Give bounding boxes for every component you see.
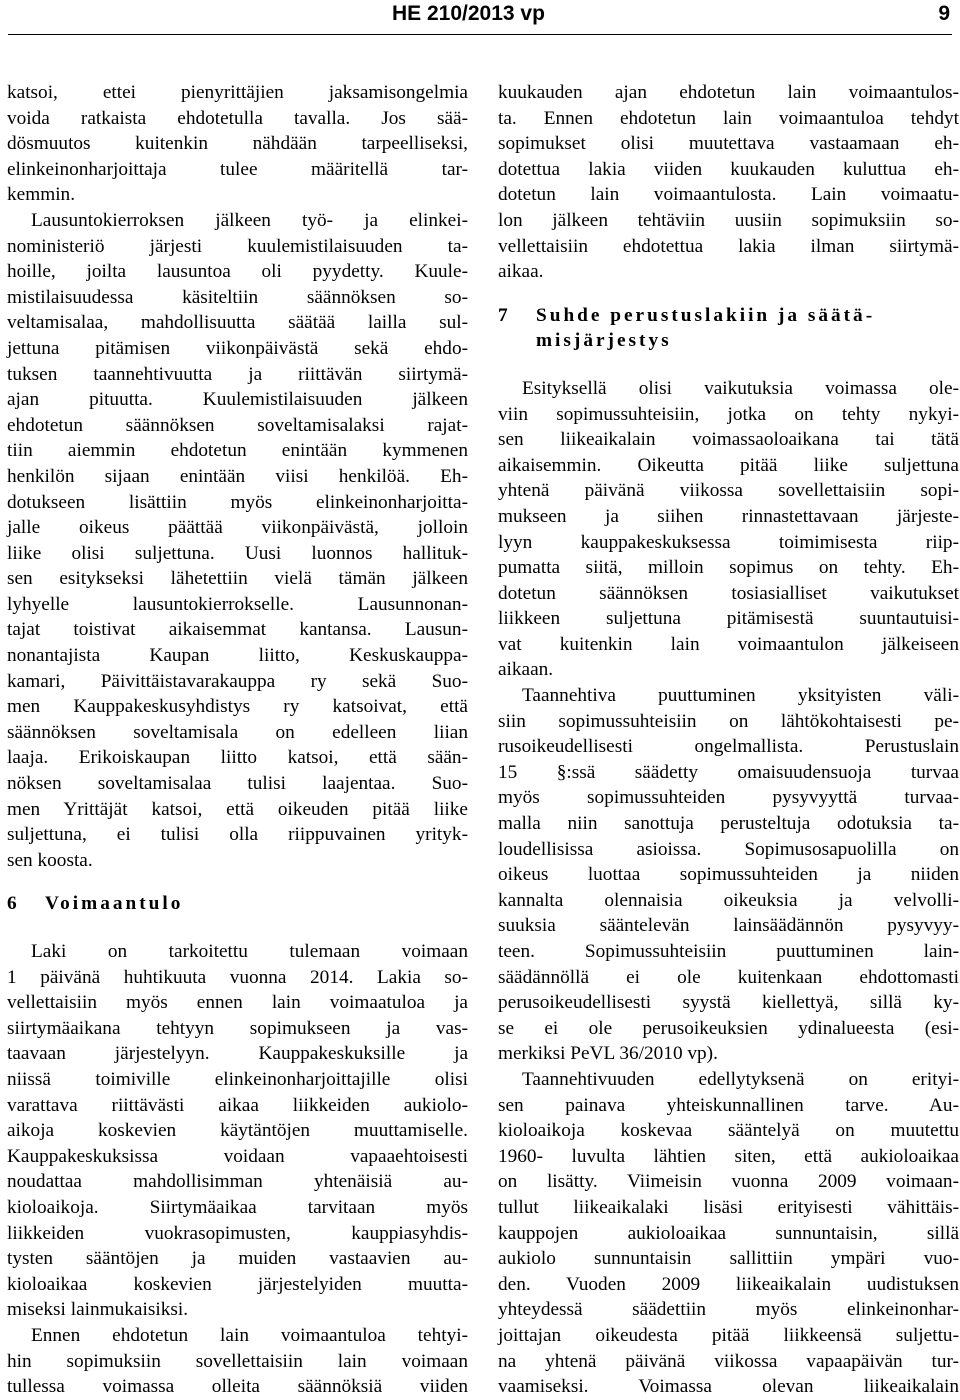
text-line: vaamiseksi. Voimassa olevan liikeaikalain	[498, 1376, 959, 1398]
text-line: nöksen soveltamisalaa tulisi laajentaa. Suo-	[7, 773, 468, 795]
text-line: yhtenä päivänä viikossa sovellettaisiin sopi-	[498, 480, 959, 502]
spacer	[498, 285, 959, 303]
text-line: vat kuitenkin lain voimaantulon jälkeiseen	[498, 633, 959, 655]
text-line: sen esitykseksi lähetettiin vielä tämän jälkeen	[7, 568, 468, 590]
text-line: lon jälkeen tehtäviin uusiin sopimuksiin so-	[498, 209, 959, 231]
text-line: tiin aiemmin ehdotetun enintään kymmenen	[7, 440, 468, 462]
section-number: 6	[7, 893, 17, 915]
text-line: kauppojen aukioloaikaa sunnuntaisin, sillä	[498, 1222, 959, 1244]
text-line: sopimukset olisi muutettava vastaamaan eh-	[498, 133, 959, 155]
text-line: noministeriö järjesti kuulemistilaisuuden ta-	[7, 235, 468, 257]
text-line: kannalta olennaisia oikeuksia ja velvolli-	[498, 889, 959, 911]
text-line: hin sopimuksiin sovellettaisiin lain voimaan	[7, 1350, 468, 1372]
text-line: liikkeen suljettuna pitämisestä suuntautuisi-	[498, 608, 959, 630]
text-line: dotetun lain voimaantulosta. Lain voimaatu-	[498, 184, 959, 206]
text-line: myös sopimussuhteiden pysyvyyttä turvaa-	[498, 787, 959, 809]
text-line: niissä toimiville elinkeinonharjoittajille olisi	[7, 1068, 468, 1090]
text-line: vellettaisiin ehdotettua lakia ilman siirtymä-	[498, 235, 959, 257]
text-line: laaja. Erikoiskaupan liitto katsoi, että sään-	[7, 747, 468, 769]
text-line: kioloaikoja koskevaa sääntelyä on muutettu	[498, 1120, 959, 1142]
text-line: kioloaikaa koskevien järjestelyiden muutta-	[7, 1273, 468, 1295]
page-number: 9	[938, 2, 950, 25]
text-line: noudattaa mahdollisimman yhtenäisiä au-	[7, 1171, 468, 1193]
text-line: jalle oikeus päättää viikonpäivästä, jolloin	[7, 517, 468, 539]
section-heading	[7, 891, 468, 917]
text-line: säädännöllä ei ole kuitenkaan ehdottomasti	[498, 966, 959, 988]
section-title-continued: misjärjestys	[536, 330, 672, 352]
text-line: nonantajista Kaupan liitto, Keskuskauppa-	[7, 645, 468, 667]
text-line: tysten sääntöjen ja muiden vastaavien au-	[7, 1248, 468, 1270]
spacer	[7, 917, 468, 939]
spacer	[7, 873, 468, 891]
paragraph	[498, 1067, 959, 1400]
text-line: tullut liikeaikalaki lisäsi erityisesti vähittäis-	[498, 1196, 959, 1218]
text-line: mistilaisuudessa käsiteltiin säännöksen so-	[7, 286, 468, 308]
text-line: kuukauden ajan ehdotetun lain voimaantulos-	[498, 82, 959, 103]
text-line: Taannehtivuuden edellytyksenä on erityi-	[522, 1068, 959, 1090]
text-line: voida ratkaista ehdotetulla tavalla. Jos sää-	[7, 107, 468, 129]
text-line: elinkeinonharjoittaja tulee määritellä tar-	[7, 158, 468, 180]
text-line: ehdotetun säännöksen soveltamisalaksi rajat-	[7, 414, 468, 436]
text-line: liikkeiden vuokrasopimusten, kauppiasyhdis-	[7, 1222, 468, 1244]
text-line: men Yrittäjät katsoi, että oikeuden pitää liike	[7, 798, 468, 820]
text-line: den. Vuoden 2009 liikeaikalain uudistuksen	[498, 1273, 959, 1295]
text-line: kemmin.	[7, 184, 76, 206]
text-line: siirtymäaikana tehtyyn sopimukseen ja vas-	[7, 1017, 468, 1039]
paragraph	[498, 683, 959, 1067]
text-line: se ei ole perusoikeuksien ydinalueesta (esi-	[498, 1017, 959, 1039]
text-line: tullessa voimassa olleita säännöksiä viiden	[7, 1376, 468, 1398]
text-line: rusoikeudellisesti ongelmallista. Perustuslain	[498, 736, 959, 758]
text-line: dotettua lakia viiden kuukauden kuluttua eh-	[498, 158, 959, 180]
section-number: 7	[498, 304, 508, 326]
text-line: aikoja koskevien käytäntöjen muuttamiselle.	[7, 1120, 468, 1142]
text-line: Taannehtiva puuttuminen yksityisten väli-	[522, 685, 959, 707]
text-line: varattava riittävästi aikaa liikkeiden aukiolo-	[7, 1094, 468, 1116]
text-line: dotetun säännöksen tosiasialliset vaikutukset	[498, 582, 959, 604]
text-line: hoille, joilta lausuntoa oli pyydetty. Kuule-	[7, 261, 468, 283]
text-line: oikeus luottaa sopimussuhteiden ja niiden	[498, 864, 959, 886]
text-line: Esityksellä olisi vaikutuksia voimassa ole-	[522, 377, 959, 399]
text-line: merkiksi PeVL 36/2010 vp).	[498, 1043, 718, 1065]
text-line: 1960- luvulta lähtien siten, että aukioloaikaa	[498, 1145, 959, 1167]
text-line: tajat toistivat aikaisemmat kantansa. Lausun-	[7, 619, 468, 641]
text-line: 1 päivänä huhtikuuta vuonna 2014. Lakia so-	[7, 966, 468, 988]
text-line: vellettaisiin myös ennen lain voimaatuloa ja	[7, 992, 468, 1014]
text-line: kioloaikoja. Siirtymäaikaa tarvitaan myös	[7, 1196, 468, 1218]
text-line: siin sopimussuhteisiin on lähtökohtaisesti pe-	[498, 710, 959, 732]
text-line: joittajan oikeudesta pitää liikkeensä suljettu-	[498, 1324, 959, 1346]
paragraph	[7, 1323, 468, 1400]
text-line: perusoikeudellisesti syystä kiellettyä, sillä ky-	[498, 992, 959, 1014]
page-header	[8, 0, 952, 35]
text-line: sen koosta.	[7, 849, 93, 871]
text-line: aikaan.	[498, 659, 554, 681]
left-column	[7, 80, 468, 1400]
text-line: teen. Sopimussuhteisiin puuttuminen lain-	[498, 941, 959, 962]
spacer	[498, 354, 959, 376]
text-line: dotukseen lisättiin myös elinkeinonharjoitta-	[7, 491, 468, 513]
text-line: ajan pituutta. Kuulemistilaisuuden jälkeen	[7, 389, 468, 411]
text-line: on lisätty. Viimeisin vuonna 2009 voimaan-	[498, 1171, 959, 1193]
text-line: dösmuutos kuitenkin nähdään tarpeelliseksi,	[7, 133, 468, 155]
text-line: aikaa.	[498, 261, 544, 283]
text-line: Laki on tarkoitettu tulemaan voimaan	[31, 941, 468, 962]
section-heading	[498, 303, 959, 329]
paragraph	[498, 376, 959, 683]
text-line: malla niin sanottuja perusteltuja odotuksia ta-	[498, 813, 959, 835]
text-line: liike olisi suljettuna. Uusi luonnos hallituk-	[7, 542, 468, 564]
text-line: jettuna pitämisen viikonpäivästä sekä ehdo-	[7, 337, 468, 359]
text-line: pumatta siitä, milloin sopimus on tehty. Eh-	[498, 557, 959, 579]
text-line: säännöksen soveltamisala on edelleen liian	[7, 721, 468, 743]
paragraph	[7, 939, 468, 1323]
paragraph	[498, 80, 959, 285]
document-id: HE 210/2013 vp	[392, 2, 545, 25]
text-line: kamari, Päivittäistavarakauppa ry sekä Suo-	[7, 670, 468, 692]
text-line: loudellisissa asioissa. Sopimusosapuolilla on	[498, 838, 959, 860]
text-line: aikaisemmin. Oikeutta pitää liike suljettuna	[498, 454, 959, 476]
text-line: veltamisalaa, mahdollisuutta säätää lailla sul-	[7, 312, 468, 334]
text-line: men Kauppakeskusyhdistys ry katsoivat, että	[7, 696, 468, 718]
text-line: miseksi lainmukaisiksi.	[7, 1299, 189, 1321]
text-line: katsoi, ettei pienyrittäjien jaksamisongelmia	[7, 82, 468, 103]
text-line: sen liikeaikalain voimassaoloaikana tai tätä	[498, 429, 959, 451]
text-line: tuksen taannehtivuutta ja riittävän siirtymä-	[7, 363, 468, 385]
text-line: viin sopimussuhteisiin, jotka on tehty nykyi-	[498, 403, 959, 425]
text-line: ta. Ennen ehdotetun lain voimaantuloa tehdyt	[498, 107, 959, 129]
text-line: taavaan järjestelyyn. Kauppakeskuksille ja	[7, 1043, 468, 1065]
text-line: Lausuntokierroksen jälkeen työ- ja elinkei-	[31, 209, 468, 231]
text-line: 15 §:ssä säädetty omaisuudensuoja turvaa	[498, 761, 959, 783]
text-line: yhteydessä säädettiin myös elinkeinonhar-	[498, 1299, 959, 1321]
text-line: mukseen ja siihen rinnastettavaan järjeste-	[498, 505, 959, 527]
text-line: suuksia sääntelevän lainsäädännön pysyvyy-	[498, 915, 959, 937]
section-title: Voimaantulo	[45, 893, 184, 915]
text-line: aukiolo sunnuntaisin sallittiin ympäri vuo-	[498, 1248, 959, 1270]
text-line: Kauppakeskuksissa voidaan vapaaehtoisesti	[7, 1145, 468, 1167]
text-line: suljettuna, ei tulisi olla riippuvainen yrityk-	[7, 824, 468, 846]
text-line: sen painava yhteiskunnallinen tarve. Au-	[498, 1094, 959, 1116]
right-column	[498, 80, 959, 1400]
section-title: Suhde perustuslakiin ja säätä-	[536, 304, 876, 326]
text-line: Ennen ehdotetun lain voimaantuloa tehtyi-	[31, 1324, 468, 1346]
text-line: lyhyelle lausuntokierrokselle. Lausunnonan-	[7, 593, 468, 615]
text-line: henkilön sijaan enintään viisi henkilöä. Eh-	[7, 465, 468, 487]
text-line: lyyn kauppakeskuksessa toimimisesta riip-	[498, 531, 959, 553]
paragraph	[7, 208, 468, 873]
text-line: na yhtenä päivänä viikossa vapaapäivän tur-	[498, 1350, 959, 1372]
paragraph	[7, 80, 468, 208]
